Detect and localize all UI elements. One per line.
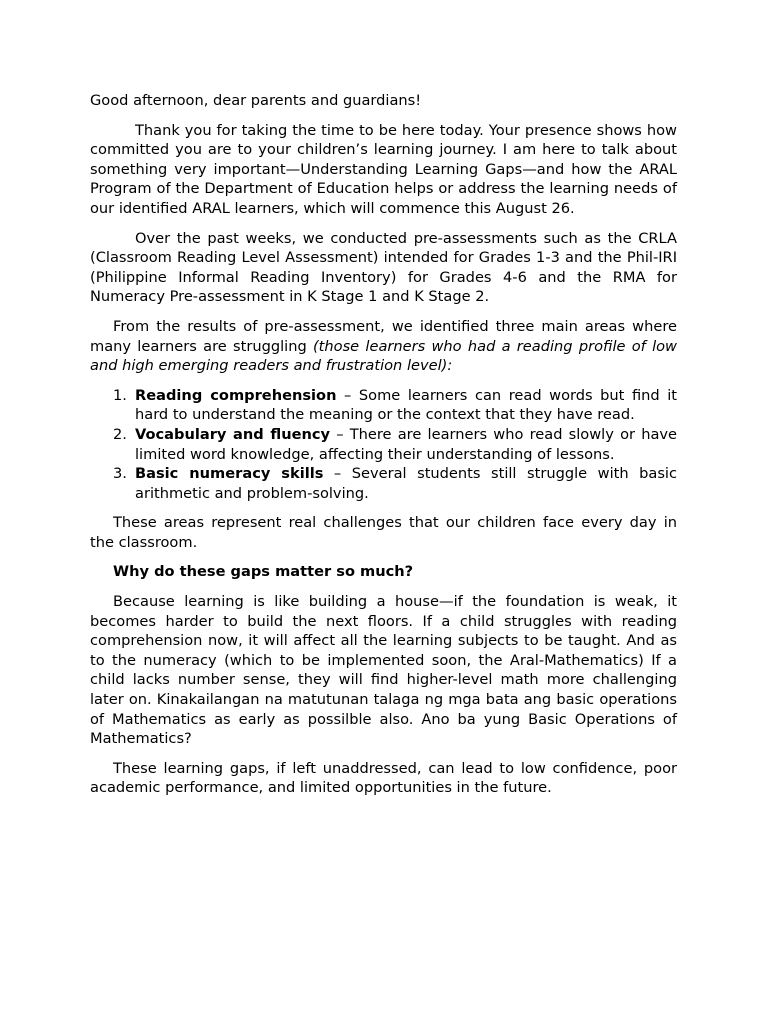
document-page — [90, 91, 677, 808]
greeting: Good afternoon, dear parents and guardians! — [90, 92, 422, 109]
results-text: From the results of pre-assessment, we identified three main areas where many learners are struggling — [90, 317, 677, 355]
results-paragraph — [90, 317, 677, 376]
list-item-number: 1. — [113, 386, 127, 404]
list-item-description: – Several students still struggle with basic arithmetic and problem-solving. — [135, 465, 677, 502]
conclusion-paragraph: These learning gaps, if left unaddressed, can lead to low confidence, poor academic performance, and limited opportunities in the future. — [90, 759, 677, 797]
results-note: (those learners who had a reading profile of low and high emerging readers and frustration level): — [90, 337, 677, 375]
list-item-number: 3. — [113, 465, 127, 483]
question-heading: Why do these gaps matter so much? — [113, 563, 414, 581]
list-item — [90, 464, 677, 503]
explanation-paragraph: Because learning is like building a house—if the foundation is weak, it becomes harder to build the next floors. If a child struggles with reading comprehension now, it will affect all the learning subjects to be taught. And as to the numeracy (which to be implemented soon, the Aral-Mathematics) If a child lacks number sense, they will find higher-level math more challenging later on. Kinakailangan na matutunan talaga ng mga bata ang basic operations of Mathematics as early as possilble also. Ano ba yung Basic Operations of Mathematics? — [90, 593, 677, 748]
learning-areas-list — [90, 386, 677, 504]
list-item — [90, 425, 677, 464]
list-item-term: Basic numeracy skills — [135, 465, 324, 483]
challenges-paragraph: These areas represent real challenges that our children face every day in the classroom. — [90, 514, 677, 551]
list-item-term: Reading comprehension — [135, 386, 337, 404]
assessments-paragraph: Over the past weeks, we conducted pre-assessments such as the CRLA (Classroom Reading Level Assessment) intended for Grades 1-3 and the Phil-IRI (Philippine Informal Reading Inventory) for Grades 4-6 and the RMA for Numeracy Pre-assessment in K Stage 1 and K Stage 2. — [90, 229, 677, 306]
list-item-description: – Some learners can read words but find it hard to understand the meaning or the context that they have read. — [135, 386, 677, 424]
intro-paragraph: Thank you for taking the time to be here today. Your presence shows how committed you are to your children’s learning journey. I am here to talk about something very important—Understanding Learning Gaps—and how the ARAL Program of the Department of Education helps or address the learning needs of our identified ARAL learners, which will commence this August 26. — [90, 121, 677, 217]
list-item-term: Vocabulary and fluency — [135, 425, 331, 443]
list-item-description: – There are learners who read slowly or have limited word knowledge, affecting their understanding of lessons. — [135, 425, 677, 463]
list-item — [90, 386, 677, 425]
list-item-number: 2. — [113, 425, 127, 443]
